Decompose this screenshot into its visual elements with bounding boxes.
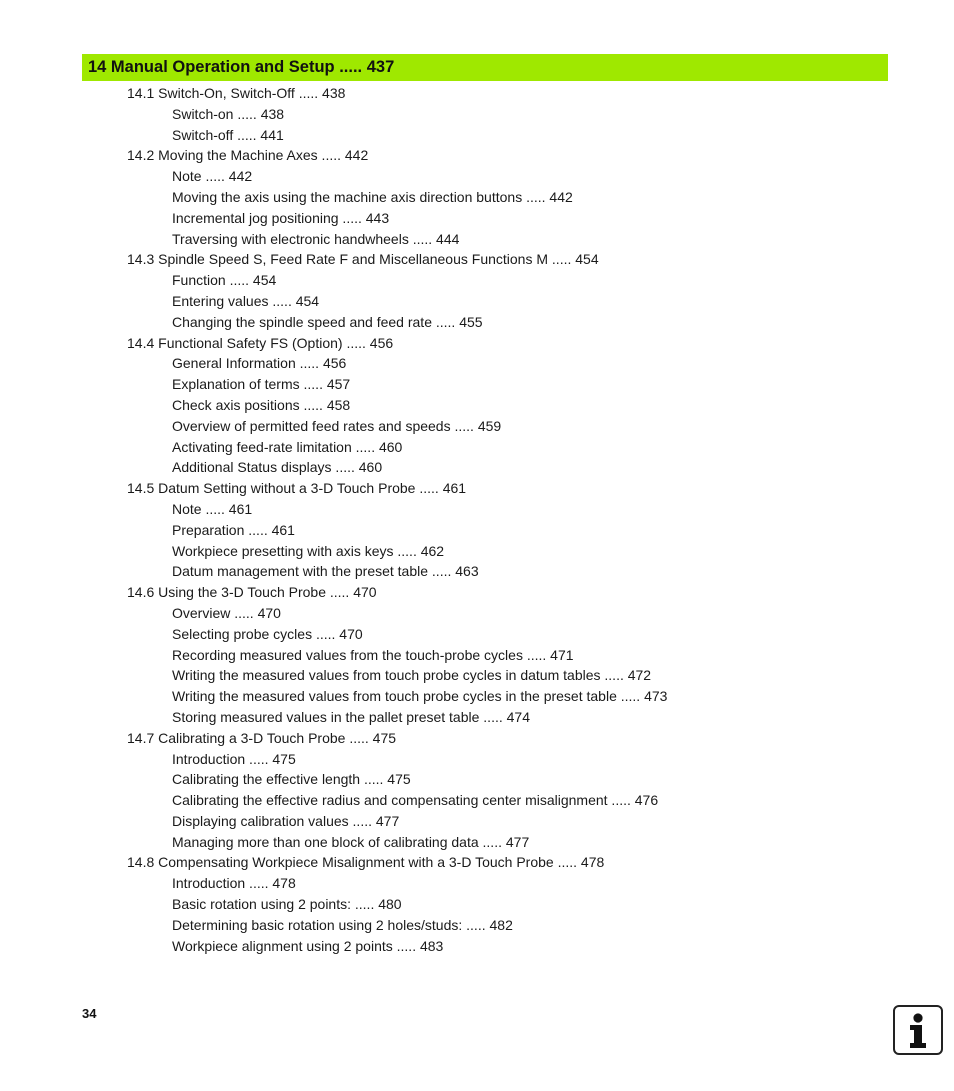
toc-subsection-entry[interactable]: Workpiece presetting with axis keys ..... 462	[172, 542, 445, 559]
toc-subsection-entry[interactable]: Introduction ..... 478	[172, 875, 296, 892]
toc-subsection-entry[interactable]: Preparation ..... 461	[172, 521, 295, 538]
toc-subsection-entry[interactable]: Note ..... 442	[172, 168, 253, 185]
toc-subsection-entry[interactable]: General Information ..... 456	[172, 355, 347, 372]
toc-subsection-entry[interactable]: Incremental jog positioning ..... 443	[172, 209, 390, 226]
toc-subsection-entry[interactable]: Selecting probe cycles ..... 470	[172, 625, 363, 642]
toc-subsection-entry[interactable]: Recording measured values from the touch-probe cycles ..... 471	[172, 646, 574, 663]
toc-subsection-entry[interactable]: Moving the axis using the machine axis direction buttons ..... 442	[172, 188, 573, 205]
toc-subsection-entry[interactable]: Storing measured values in the pallet preset table ..... 474	[172, 708, 530, 725]
toc-subsection-entry[interactable]: Additional Status displays ..... 460	[172, 459, 383, 476]
toc-subsection-entry[interactable]: Managing more than one block of calibrating data ..... 477	[172, 833, 530, 850]
toc-subsection-entry[interactable]: Writing the measured values from touch probe cycles in the preset table ..... 473	[172, 688, 668, 705]
toc-subsection-entry[interactable]: Check axis positions ..... 458	[172, 396, 351, 413]
toc-subsection-entry[interactable]: Calibrating the effective radius and compensating center misalignment ..... 476	[172, 792, 659, 809]
toc-subsection-entry[interactable]: Basic rotation using 2 points: ..... 480	[172, 896, 402, 913]
toc-section-entry[interactable]: 14.2 Moving the Machine Axes ..... 442	[127, 147, 369, 164]
page-number: 34	[82, 1006, 97, 1021]
toc-subsection-entry[interactable]: Datum management with the preset table ..... 463	[172, 563, 479, 580]
toc-subsection-entry[interactable]: Explanation of terms ..... 457	[172, 376, 351, 393]
toc-subsection-entry[interactable]: Introduction ..... 475	[172, 750, 296, 767]
toc-subsection-entry[interactable]: Overview ..... 470	[172, 604, 281, 621]
toc-section-entry[interactable]: 14.1 Switch-On, Switch-Off ..... 438	[127, 85, 346, 101]
toc-section-entry[interactable]: 14.7 Calibrating a 3-D Touch Probe ..... 475	[127, 729, 397, 746]
toc-subsection-entry[interactable]: Calibrating the effective length ..... 475	[172, 771, 411, 788]
toc-subsection-entry[interactable]: Displaying calibration values ..... 477	[172, 812, 400, 829]
toc-subsection-entry[interactable]: Switch-off ..... 441	[172, 126, 284, 143]
toc-section-entry[interactable]: 14.5 Datum Setting without a 3-D Touch Probe ..... 461	[127, 480, 467, 497]
toc-subsection-entry[interactable]: Function ..... 454	[172, 272, 277, 289]
toc-section-entry[interactable]: 14.4 Functional Safety FS (Option) ..... 456	[127, 334, 394, 351]
toc-section-entry[interactable]: 14.3 Spindle Speed S, Feed Rate F and Miscellaneous Functions M ..... 454	[127, 251, 599, 268]
toc-subsection-entry[interactable]: Note ..... 461	[172, 500, 253, 517]
toc-subsection-entry[interactable]: Entering values ..... 454	[172, 292, 320, 309]
info-icon	[893, 1005, 943, 1055]
toc-subsection-entry[interactable]: Switch-on ..... 438	[172, 105, 285, 122]
chapter-heading: 14 Manual Operation and Setup ..... 437	[82, 54, 888, 81]
toc-subsection-entry[interactable]: Overview of permitted feed rates and speeds ..... 459	[172, 417, 502, 434]
toc-subsection-entry[interactable]: Workpiece alignment using 2 points ..... 483	[172, 937, 444, 954]
toc-section-entry[interactable]: 14.8 Compensating Workpiece Misalignment with a 3-D Touch Probe ..... 478	[127, 854, 605, 871]
toc-subsection-entry[interactable]: Activating feed-rate limitation ..... 460	[172, 438, 403, 455]
toc-subsection-entry[interactable]: Changing the spindle speed and feed rate ..... 455	[172, 313, 483, 330]
toc-section-entry[interactable]: 14.6 Using the 3-D Touch Probe ..... 470	[127, 584, 377, 601]
toc-subsection-entry[interactable]: Determining basic rotation using 2 holes/studs: ..... 482	[172, 916, 513, 933]
toc-list	[0, 83, 954, 956]
toc-subsection-entry[interactable]: Traversing with electronic handwheels ..... 444	[172, 230, 460, 247]
toc-subsection-entry[interactable]: Writing the measured values from touch probe cycles in datum tables ..... 472	[172, 667, 652, 684]
